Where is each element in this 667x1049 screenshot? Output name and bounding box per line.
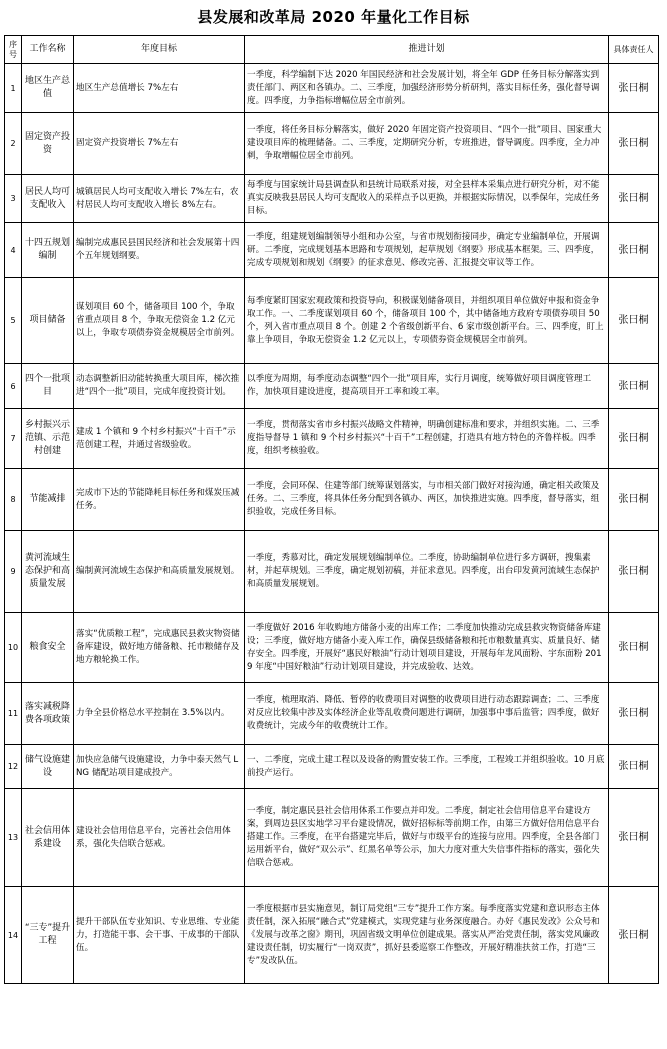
responsible-person: 张曰桐 [609, 469, 659, 531]
annual-goal: 力争全县价格总水平控制在 3.5%以内。 [74, 683, 245, 745]
table-row [5, 789, 659, 887]
progress-plan: 一季度，制定惠民县社会信用体系工作要点并印发。二季度，制定社会信用信息平台建设方案，到周边县区实地学习平台建设情况，做好招标标等前期工作，由第三方做好信用信息平台搭建工作。三季度，在平台搭建完毕后，做好与市级平台的连接与应用。四季度，全县各部门运用新平台，做好“双公示”、红黑名单等公示，加大力度对重大失信事件指标的落实，强化失信联合惩戒。 [245, 789, 609, 887]
annual-goal: 建成 1 个镇和 9 个村乡村振兴“十百千”示范创建工程，并通过省级验收。 [74, 409, 245, 469]
row-number: 2 [5, 113, 22, 175]
table-row [5, 113, 659, 175]
row-number: 9 [5, 531, 22, 613]
table-row [5, 469, 659, 531]
progress-plan: 一季度，会同环保、住建等部门统筹谋划落实，与市相关部门做好对接沟通，确定相关政策及任务。二、三季度，将具体任务分配到各镇办、两区，加快推进实施。四季度，督导落实，组织验收，完成任务目标。 [245, 469, 609, 531]
row-number: 13 [5, 789, 22, 887]
table-row [5, 887, 659, 984]
work-name: 居民人均可支配收入 [22, 175, 74, 223]
table-row [5, 64, 659, 113]
annual-goal: 编制黄河流域生态保护和高质量发展规划。 [74, 531, 245, 613]
annual-goal: 谋划项目 60 个，储备项目 100 个，争取省重点项目 8 个，争取无偿资金 1.2 亿元以上，争取专项债券资金规模居全市前列。 [74, 278, 245, 364]
header-plan: 推进计划 [245, 36, 609, 64]
annual-goal: 城镇居民人均可支配收入增长 7%左右，农村居民人均可支配收入增长 8%左右。 [74, 175, 245, 223]
responsible-person: 张曰桐 [609, 409, 659, 469]
work-name: 黄河流域生态保护和高质量发展 [22, 531, 74, 613]
annual-goal: 完成市下达的节能降耗目标任务和煤炭压减任务。 [74, 469, 245, 531]
table-row [5, 278, 659, 364]
progress-plan: 一季度做好 2016 年收购地方储备小麦的出库工作；二季度加快推动完成县救灾物资储备库建设；三季度，做好地方储备小麦入库工作，确保县级储备粮和托市粮数量真实、质量良好、储存安全。四季度，开展好“惠民好粮油”行动计划项目建设，开展每年龙风面粉、宇东面粉 2019 年度“中国好粮油”行动计划项目建设，并完成验收、达效。 [245, 613, 609, 683]
row-number: 6 [5, 364, 22, 409]
annual-goal: 地区生产总值增长 7%左右 [74, 64, 245, 113]
row-number: 4 [5, 223, 22, 278]
work-name: 节能减排 [22, 469, 74, 531]
header-name: 工作名称 [22, 36, 74, 64]
annual-goal: 提升干部队伍专业知识、专业思维、专业能力，打造能干事、会干事、干成事的干部队伍。 [74, 887, 245, 984]
annual-goal: 固定资产投资增长 7%左右 [74, 113, 245, 175]
progress-plan: 每季度与国家统计局县调查队和县统计局联系对接，对全县样本采集点进行研究分析，对不能真实反映我县居民人均可支配收入的采样点予以更换，并根据实际情况，以季保年，完成任务目标。 [245, 175, 609, 223]
annual-goal: 动态调整新旧动能转换重大项目库，梯次推进“四个一批”项目，完成年度投资计划。 [74, 364, 245, 409]
row-number: 11 [5, 683, 22, 745]
row-number: 5 [5, 278, 22, 364]
work-name: “三专”提升工程 [22, 887, 74, 984]
page-title: 县发展和改革局 2020 年量化工作目标 [197, 8, 470, 26]
table-row [5, 409, 659, 469]
goals-table [4, 35, 659, 984]
responsible-person: 张曰桐 [609, 789, 659, 887]
row-number: 14 [5, 887, 22, 984]
annual-goal: 建设社会信用信息平台，完善社会信用体系，强化失信联合惩戒。 [74, 789, 245, 887]
table-row [5, 364, 659, 409]
work-name: 储气设施建设 [22, 745, 74, 789]
annual-goal: 编制完成惠民县国民经济和社会发展第十四个五年规划纲要。 [74, 223, 245, 278]
header-goal: 年度目标 [74, 36, 245, 64]
table-row [5, 175, 659, 223]
responsible-person: 张曰桐 [609, 278, 659, 364]
progress-plan: 一季度，科学编制下达 2020 年国民经济和社会发展计划，将全年 GDP 任务目标分解落实到责任部门、两区和各镇办。二、三季度，加强经济形势分析研判，落实目标任务，强化督导调度。四季度，力争指标增幅位居全市前列。 [245, 64, 609, 113]
work-name: 项目储备 [22, 278, 74, 364]
work-name: 地区生产总值 [22, 64, 74, 113]
table-row [5, 745, 659, 789]
header-row [5, 36, 659, 64]
progress-plan: 一季度，将任务目标分解落实，做好 2020 年固定资产投资项目、“四个一批”项目、国家重大建设项目库的梳理储备。二、三季度，定期研究分析，专班推进，督导调度。四季度，全力冲刺，争取增幅位居全市前列。 [245, 113, 609, 175]
table-row [5, 683, 659, 745]
table-row [5, 223, 659, 278]
work-name: 十四五规划编制 [22, 223, 74, 278]
row-number: 3 [5, 175, 22, 223]
row-number: 1 [5, 64, 22, 113]
work-name: 乡村振兴示范镇、示范村创建 [22, 409, 74, 469]
row-number: 12 [5, 745, 22, 789]
annual-goal: 加快应急储气设施建设，力争中泰天然气 LNG 储配站项目建成投产。 [74, 745, 245, 789]
row-number: 8 [5, 469, 22, 531]
responsible-person: 张曰桐 [609, 113, 659, 175]
progress-plan: 一、二季度，完成土建工程以及设备的购置安装工作。三季度，工程竣工并组织验收。10 月底前投产运行。 [245, 745, 609, 789]
progress-plan: 一季度，贯彻落实省市乡村振兴战略文件精神，明确创建标准和要求，并组织实施。二、三季度指导督导 1 镇和 9 个村乡村振兴“十百千”工程创建，打造具有地方特色的齐鲁样板。四季度，组织考核验收。 [245, 409, 609, 469]
work-name: 粮食安全 [22, 613, 74, 683]
responsible-person: 张曰桐 [609, 223, 659, 278]
work-name: 社会信用体系建设 [22, 789, 74, 887]
table-row [5, 531, 659, 613]
work-name: 落实减税降费各项政策 [22, 683, 74, 745]
responsible-person: 张曰桐 [609, 531, 659, 613]
row-number: 10 [5, 613, 22, 683]
work-name: 固定资产投资 [22, 113, 74, 175]
progress-plan: 每季度紧盯国家宏观政策和投资导向，积极谋划储备项目，并组织项目单位做好申报和资金争取工作。一、二季度谋划项目 60 个，储备项目 100 个，其中储备地方政府专项债券项目 50 个，列入省市重点项目 8 个。创建 2 个省级创新平台、6 家市级创新平台。三、四季度，盯上靠上争项目，争取无偿资金 1.2 亿元以上，专项债券资金规模居全市前列。 [245, 278, 609, 364]
header-no: 序号 [5, 36, 22, 64]
responsible-person: 张曰桐 [609, 683, 659, 745]
progress-plan: 一季度，梳理取消、降低、暂停的收费项目对调整的收费项目进行动态跟踪调查；二、三季度对反应比较集中涉及实体经济企业等乱收费问题进行调研，加强事中事后监管；四季度，做好收费统计，完成今年的收费统计工作。 [245, 683, 609, 745]
responsible-person: 张曰桐 [609, 613, 659, 683]
progress-plan: 一季度，秀慕对比，确定发展规划编制单位。二季度，协助编制单位进行多方调研，搜集素材，并起草规划。三季度，确定规划初稿，并征求意见。四季度，出台印发黄河流域生态保护和高质量发展规划。 [245, 531, 609, 613]
table-body [5, 64, 659, 984]
progress-plan: 一季度根据市县实施意见，制订局党组“三专”提升工作方案。每季度落实党建和意识形态主体责任制，深入拓展“融合式”党建模式，实现党建与业务深度融合。办好《惠民发改》公众号和《发展与改革之窗》期刊，巩固省级文明单位创建成果。落实从严治党责任制，落实党风廉政建设责任制，切实履行“一岗双责”，抓好县委巡察工作整改，开展好精准扶贫工作，打造“三专”发改队伍。 [245, 887, 609, 984]
responsible-person: 张曰桐 [609, 745, 659, 789]
responsible-person: 张曰桐 [609, 364, 659, 409]
responsible-person: 张曰桐 [609, 64, 659, 113]
responsible-person: 张曰桐 [609, 175, 659, 223]
progress-plan: 一季度，组建规划编制领导小组和办公室，与省市规划衔接同步，确定专业编制单位，开展调研。二季度，完成规划基本思路和专项规划，起草规划《纲要》形成基本框架。三、四季度，完成专项规划和规划《纲要》的征求意见、修改完善、汇报提交审议等工作。 [245, 223, 609, 278]
row-number: 7 [5, 409, 22, 469]
progress-plan: 以季度为周期，每季度动态调整“四个一批”项目库，实行月调度，统筹做好项目调度管理工作，加快项目建设进度，提高项目开工率和竣工率。 [245, 364, 609, 409]
work-name: 四个一批项目 [22, 364, 74, 409]
annual-goal: 落实“优质粮工程”，完成惠民县救灾物资储备库建设，做好地方储备粮、托市粮储存及地方粮轮换工作。 [74, 613, 245, 683]
responsible-person: 张曰桐 [609, 887, 659, 984]
header-resp: 具体责任人 [609, 36, 659, 64]
table-row [5, 613, 659, 683]
